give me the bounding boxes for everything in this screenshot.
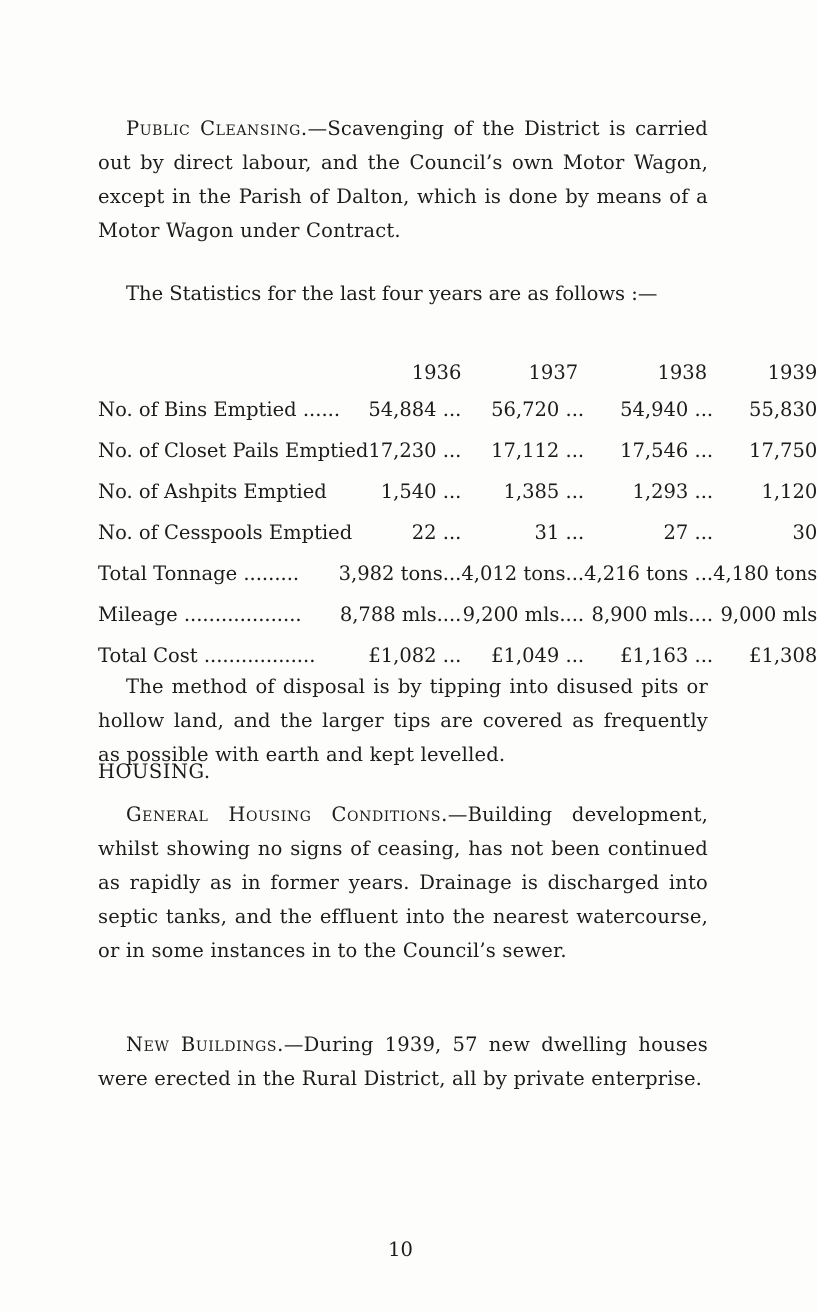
statistics-value: 54,940 ... bbox=[620, 398, 714, 421]
statistics-value: £1,082 ... bbox=[368, 644, 462, 667]
statistics-row-label: No. of Bins Emptied ...... bbox=[98, 398, 341, 421]
statistics-row-label: No. of Closet Pails Emptied bbox=[98, 439, 369, 462]
statistics-label-cell bbox=[98, 389, 461, 430]
statistics-row-label: No. of Cesspools Emptied bbox=[98, 521, 353, 544]
statistics-row bbox=[98, 389, 817, 430]
year-header: 1938 bbox=[657, 360, 708, 384]
statistics-intro: The Statistics for the last four years are as follows :— bbox=[126, 282, 658, 305]
statistics-value: 8,900 mls.... bbox=[591, 603, 714, 626]
statistics-value: 8,788 mls.... bbox=[339, 603, 462, 626]
statistics-value: £1,049 ... bbox=[491, 644, 585, 667]
general-housing-paragraph bbox=[98, 798, 708, 968]
year-header: 1939 bbox=[767, 360, 817, 384]
page-number: 10 bbox=[388, 1238, 413, 1261]
statistics-value: 27 ... bbox=[663, 521, 714, 544]
housing-heading: HOUSING. bbox=[98, 760, 211, 783]
statistics-value: 1,385 ... bbox=[503, 480, 585, 503]
year-header-row bbox=[98, 355, 817, 389]
statistics-value: 1,120 bbox=[761, 480, 817, 503]
new-buildings-paragraph bbox=[98, 1028, 708, 1096]
statistics-row bbox=[98, 430, 817, 471]
statistics-value: 22 ... bbox=[411, 521, 462, 544]
statistics-value: 17,230 ... bbox=[368, 439, 462, 462]
statistics-value: 1,540 ... bbox=[380, 480, 462, 503]
statistics-value: 9,200 mls.... bbox=[462, 603, 585, 626]
statistics-value: 4,012 tons... bbox=[461, 562, 585, 585]
statistics-row bbox=[98, 512, 817, 553]
statistics-row-label: Total Tonnage ......... bbox=[98, 562, 300, 585]
statistics-label-cell bbox=[98, 553, 461, 594]
statistics-value: 4,216 tons ... bbox=[584, 562, 714, 585]
statistics-row-label: Total Cost .................. bbox=[98, 644, 316, 667]
statistics-value: 4,180 tons bbox=[713, 562, 817, 585]
statistics-value: 9,000 mls bbox=[720, 603, 817, 626]
year-header: 1936 bbox=[411, 360, 462, 384]
statistics-label-cell bbox=[98, 430, 461, 471]
general-housing-heading: General Housing Conditions. bbox=[126, 803, 448, 826]
public-cleansing-heading: Public Cleansing. bbox=[126, 117, 308, 140]
statistics-value: 1,293 ... bbox=[632, 480, 714, 503]
statistics-value: 55,830 bbox=[749, 398, 817, 421]
statistics-value: 54,884 ... bbox=[368, 398, 462, 421]
statistics-value: 17,750 bbox=[749, 439, 817, 462]
statistics-value: 3,982 tons... bbox=[338, 562, 462, 585]
disposal-paragraph: The method of disposal is by tipping into disused pits or hollow land, and the larger tips are covered as frequently as possible with earth and kept levelled. bbox=[98, 675, 708, 766]
general-housing-text: —Building development, whilst showing no signs of ceasing, has not been continued as rapidly as in former years. Drainage is discharged into septic tanks, and the effluent into the nearest watercourse, or in some instances in to the Council’s sewer. bbox=[98, 803, 708, 962]
statistics-value: 17,112 ... bbox=[491, 439, 585, 462]
statistics-value: 30 bbox=[792, 521, 817, 544]
public-cleansing-paragraph bbox=[98, 112, 708, 248]
statistics-table bbox=[98, 355, 817, 676]
statistics-value: 17,546 ... bbox=[620, 439, 714, 462]
year-header: 1937 bbox=[528, 360, 579, 384]
statistics-value: £1,308 bbox=[749, 644, 817, 667]
statistics-label-cell bbox=[98, 512, 461, 553]
statistics-row bbox=[98, 553, 817, 594]
statistics-row bbox=[98, 594, 817, 635]
statistics-label-cell bbox=[98, 471, 461, 512]
statistics-row-label: No. of Ashpits Emptied bbox=[98, 480, 327, 503]
statistics-row-label: Mileage ................... bbox=[98, 603, 302, 626]
statistics-value: 31 ... bbox=[534, 521, 585, 544]
statistics-value: £1,163 ... bbox=[620, 644, 714, 667]
statistics-label-cell bbox=[98, 594, 461, 635]
statistics-value: 56,720 ... bbox=[491, 398, 585, 421]
new-buildings-text: —During 1939, 57 new dwelling houses were erected in the Rural District, all by private enterprise. bbox=[98, 1033, 708, 1090]
statistics-row bbox=[98, 471, 817, 512]
public-cleansing-text: —Scavenging of the District is carried out by direct labour, and the Council’s own Motor Wagon, except in the Parish of Dalton, which is done by means of a Motor Wagon under Contract. bbox=[98, 117, 708, 242]
new-buildings-heading: New Buildings. bbox=[126, 1033, 284, 1056]
